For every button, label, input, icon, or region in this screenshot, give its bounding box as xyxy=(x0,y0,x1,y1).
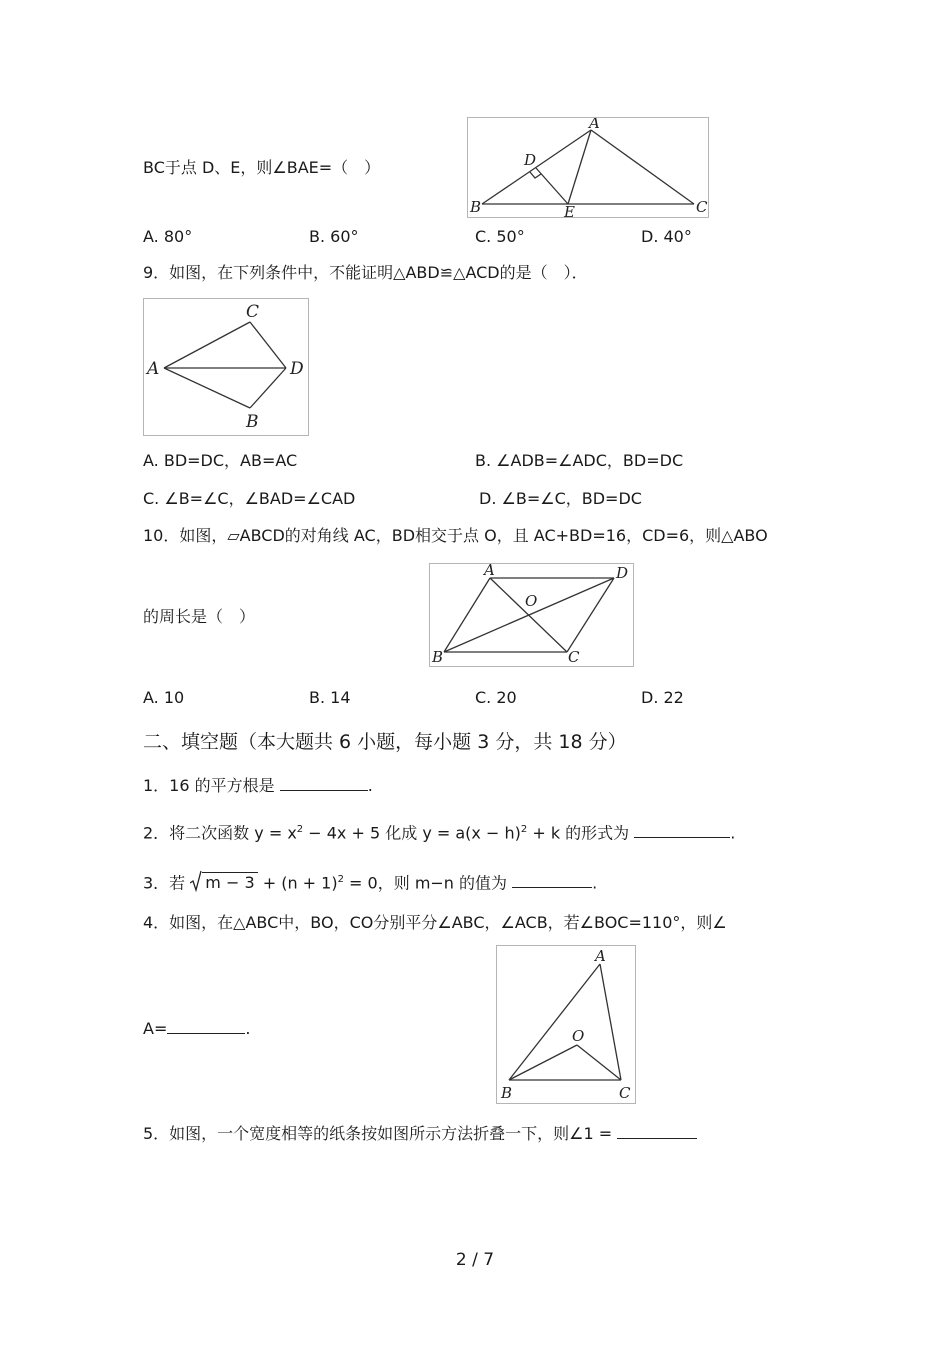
q8-stem-tail: BC于点 D、E，则∠BAE=（ ） xyxy=(143,158,381,177)
fill-q3-answer-blank xyxy=(512,873,592,888)
q9-option-c: C. ∠B=∠C，∠BAD=∠CAD xyxy=(143,489,356,508)
q8-label-a: A xyxy=(589,118,600,132)
q10-parallelogram-diagram xyxy=(430,564,633,666)
fill-q3 xyxy=(143,870,597,893)
q8-triangle-diagram xyxy=(468,118,708,217)
fill-q4-stem: 4．如图，在△ABC中，BO，CO分别平分∠ABC，∠ACB，若∠BOC=110°，则∠ xyxy=(143,913,727,932)
q10-option-c: C. 20 xyxy=(475,688,517,707)
fill-q4-tail-text: A= xyxy=(143,1019,168,1038)
q8-option-d: D. 40° xyxy=(641,227,692,246)
fill-q3-radicand: m − 3 xyxy=(202,872,257,892)
q8-option-c: C. 50° xyxy=(475,227,525,246)
q10-stem: 10．如图，▱ABCD的对角线 AC，BD相交于点 O，且 AC+BD=16，CD=6，则△ABO xyxy=(143,526,768,545)
fill-q3-mid: + (n + 1) xyxy=(257,873,338,893)
fill-q2-sup2: 2 xyxy=(520,824,528,835)
fill-q3-sup: 2 xyxy=(337,874,344,885)
q9-label-b: B xyxy=(246,412,259,432)
q8-label-e: E xyxy=(564,203,575,217)
q9-label-a: A xyxy=(147,359,160,379)
fill-q4-triangle-diagram xyxy=(497,946,635,1103)
fill-q4-label-a: A xyxy=(595,947,606,965)
q10-label-a: A xyxy=(484,564,495,579)
fill-q4-tail xyxy=(143,1019,250,1039)
fill-q4-label-c: C xyxy=(619,1084,631,1102)
fill-q5-text: 5．如图，一个宽度相等的纸条按如图所示方法折叠一下，则∠1 = xyxy=(143,1124,613,1143)
fill-q5-answer-blank xyxy=(617,1124,697,1139)
q9-label-d: D xyxy=(290,359,304,379)
q8-figure xyxy=(467,117,709,218)
fill-q2-mid: − 4x + 5 化成 y = a(x − h) xyxy=(303,823,521,843)
fill-q3-sqrt xyxy=(190,873,257,893)
fill-q2-post: + k 的形式为 xyxy=(527,823,630,843)
q9-kite-diagram xyxy=(144,299,308,435)
q9-option-a: A. BD=DC，AB=AC xyxy=(143,451,298,470)
fill-q2 xyxy=(143,820,735,843)
q10-label-d: D xyxy=(616,564,629,582)
q10-option-d: D. 22 xyxy=(641,688,684,707)
q8-label-c: C xyxy=(696,198,708,216)
fill-q1 xyxy=(143,776,373,796)
fill-q4-figure xyxy=(496,945,636,1104)
q8-option-a: A. 80° xyxy=(143,227,193,246)
fill-q4-end: . xyxy=(245,1019,251,1038)
q10-label-c: C xyxy=(568,648,580,666)
q9-figure xyxy=(143,298,309,436)
fill-q3-end: . xyxy=(592,873,598,893)
fill-q4-answer-blank xyxy=(167,1019,245,1034)
q10-option-b: B. 14 xyxy=(309,688,351,707)
section-2-heading: 二、填空题（本大题共 6 小题，每小题 3 分，共 18 分） xyxy=(143,731,627,753)
fill-q3-pre: 3．若 xyxy=(143,873,186,893)
fill-q4-label-b: B xyxy=(501,1084,513,1102)
q10-label-o: O xyxy=(525,592,538,610)
page-number: 2 / 7 xyxy=(455,1250,495,1270)
fill-q4-label-o: O xyxy=(572,1027,585,1045)
q9-label-c: C xyxy=(246,302,260,322)
fill-q2-sup1: 2 xyxy=(296,824,304,835)
fill-q2-end: . xyxy=(730,823,736,843)
fill-q2-pre: 2．将二次函数 y = x xyxy=(143,823,297,843)
q10-label-b: B xyxy=(432,648,444,666)
q9-stem: 9．如图，在下列条件中，不能证明△ABD≌△ACD的是（ ）． xyxy=(143,263,588,282)
radical-sign-icon xyxy=(190,870,202,892)
q10-option-a: A. 10 xyxy=(143,688,185,707)
q10-figure xyxy=(429,563,634,667)
fill-q2-answer-blank xyxy=(634,823,730,838)
q9-option-b: B. ∠ADB=∠ADC，BD=DC xyxy=(475,451,684,470)
fill-q1-answer-blank xyxy=(280,776,368,791)
fill-q3-post: = 0，则 m−n 的值为 xyxy=(343,873,508,893)
q8-option-b: B. 60° xyxy=(309,227,359,246)
q9-option-d: D. ∠B=∠C，BD=DC xyxy=(479,489,642,508)
fill-q1-end: . xyxy=(367,776,373,795)
fill-q5 xyxy=(143,1124,697,1144)
q8-label-d: D xyxy=(524,151,537,169)
q8-label-b: B xyxy=(470,198,482,216)
fill-q1-text: 1．16 的平方根是 xyxy=(143,776,275,795)
q10-stem-tail: 的周长是（ ） xyxy=(143,607,256,626)
